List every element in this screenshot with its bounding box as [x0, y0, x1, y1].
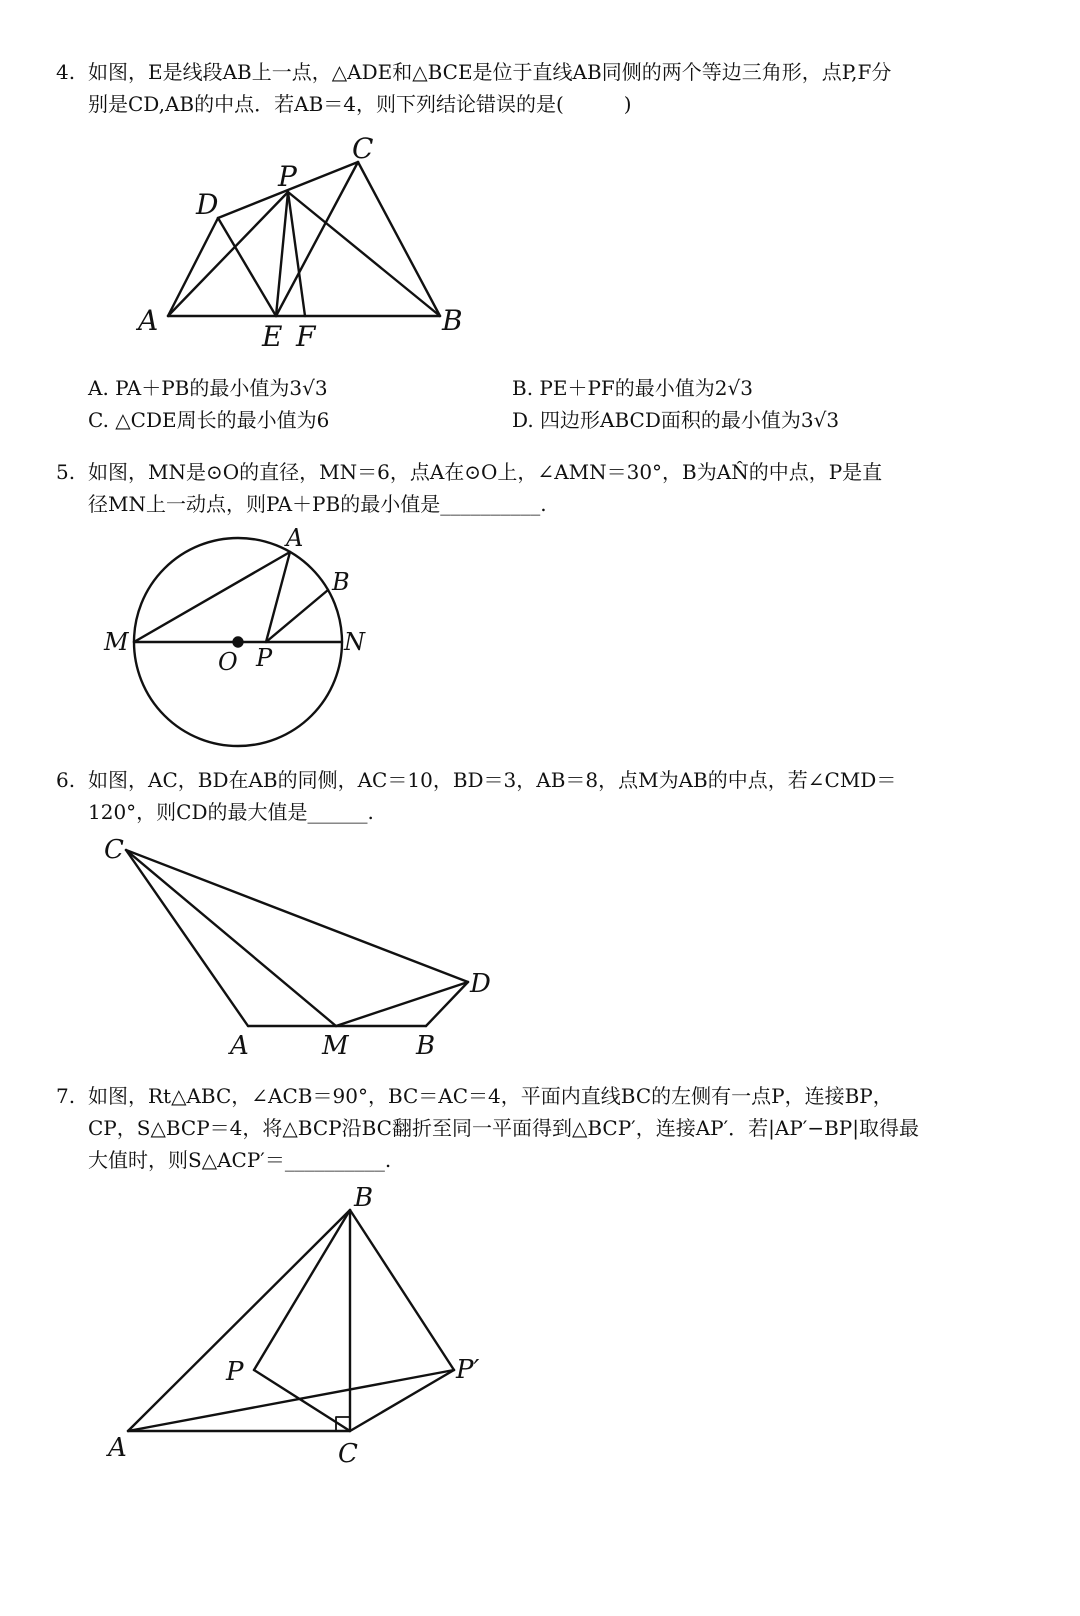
label-a: A	[230, 1031, 249, 1061]
question-number: 6.	[56, 768, 76, 792]
label-n: N	[344, 628, 365, 656]
question-text-line-1: 如图，MN是⊙O的直径，MN＝6，点A在⊙O上，∠AMN＝30°，B为AN̂的中点，P是直	[88, 460, 883, 484]
label-b: B	[416, 1031, 436, 1061]
question-text-line-3: 大值时，则S△ACP′＝__________.	[88, 1148, 392, 1172]
segment-ap	[168, 192, 288, 316]
label-c: C	[352, 132, 374, 165]
question-text-line-1: 如图，AC，BD在AB的同侧，AC＝10，BD＝3，AB＝8，点M为AB的中点，若∠CMD＝	[88, 768, 897, 792]
figure-q6	[96, 828, 516, 1068]
segment-cd	[126, 850, 468, 982]
segment-pf	[288, 192, 305, 316]
option-c: C. △CDE周长的最小值为6	[88, 408, 330, 432]
label-f: F	[296, 320, 316, 353]
question-number: 7.	[56, 1084, 76, 1108]
label-c: C	[104, 835, 124, 865]
segment-bp-prime	[350, 1210, 454, 1370]
label-p: P	[278, 160, 297, 193]
question-text-line-2: 径MN上一动点，则PA＋PB的最小值是__________.	[88, 492, 547, 516]
label-a: A	[286, 524, 304, 552]
label-d: D	[196, 188, 219, 221]
segment-ad	[168, 218, 218, 316]
question-text-line-1: 如图，E是线段AB上一点，△ADE和△BCE是位于直线AB同侧的两个等边三角形，点P,F分	[88, 60, 892, 84]
option-d: D. 四边形ABCD面积的最小值为3√3	[512, 408, 840, 432]
label-m: M	[322, 1031, 349, 1061]
segment-pb	[288, 192, 440, 316]
question-text-line-2: 120°，则CD的最大值是______.	[88, 800, 374, 824]
segment-ap	[266, 552, 290, 642]
label-e: E	[262, 320, 283, 353]
figure-q4	[130, 130, 490, 355]
option-a: A. PA＋PB的最小值为3√3	[88, 376, 328, 400]
segment-ma	[134, 552, 290, 642]
segment-pb	[266, 590, 328, 642]
label-c: C	[338, 1439, 358, 1469]
label-p-prime: P′	[456, 1355, 480, 1385]
question-text-line-2: CP，S△BCP＝4，将△BCP沿BC翻折至同一平面得到△BCP′，连接AP′．若|AP′−BP|取得最	[88, 1116, 919, 1140]
label-b: B	[354, 1183, 374, 1213]
figure-q7	[96, 1178, 516, 1478]
question-text-line-2: 别是CD,AB的中点．若AB＝4，则下列结论错误的是( )	[88, 92, 632, 116]
label-m: M	[104, 628, 129, 656]
label-p: P	[256, 644, 273, 672]
question-text-line-1: 如图，Rt△ABC，∠ACB＝90°，BC＝AC＝4，平面内直线BC的左侧有一点P，连接BP，	[88, 1084, 893, 1108]
label-a: A	[108, 1433, 127, 1463]
label-a: A	[138, 304, 159, 337]
label-b: B	[332, 568, 350, 596]
label-d: D	[470, 969, 491, 999]
label-p: P	[226, 1357, 244, 1387]
question-number: 4.	[56, 60, 76, 84]
option-b: B. PE＋PF的最小值为2√3	[512, 376, 753, 400]
question-number: 5.	[56, 460, 76, 484]
figure-q5	[96, 520, 386, 760]
segment-ab	[128, 1210, 350, 1431]
segment-cb	[358, 162, 440, 316]
label-b: B	[442, 304, 463, 337]
segment-a-p-prime	[128, 1370, 454, 1431]
center-dot	[234, 638, 243, 647]
label-o: O	[218, 648, 238, 676]
